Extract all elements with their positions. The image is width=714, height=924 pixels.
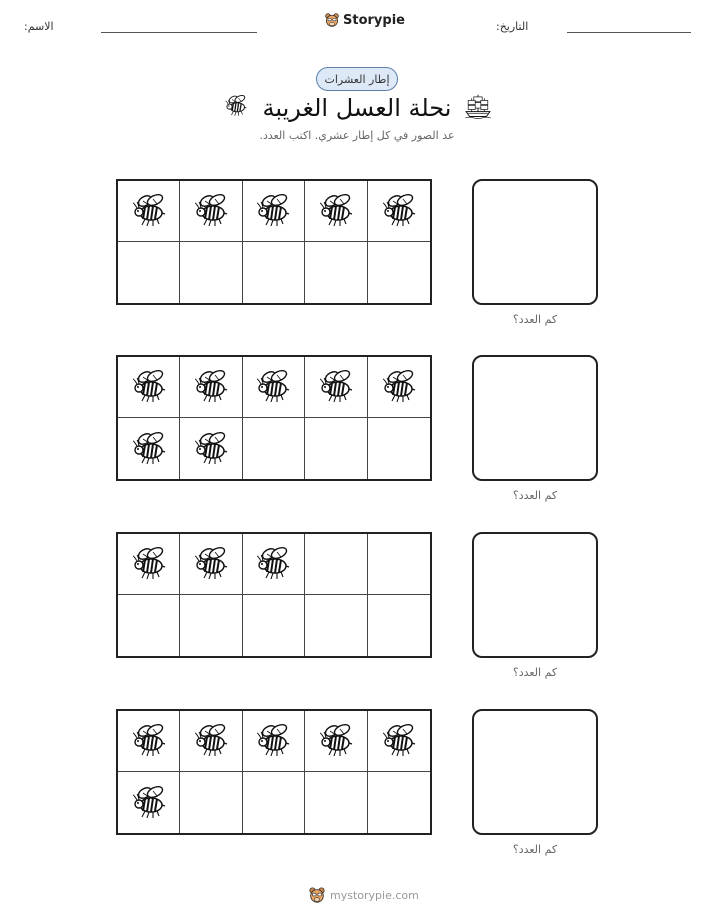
- bee-icon: [191, 367, 231, 407]
- frame-cell: [305, 595, 367, 656]
- brand: [324, 12, 405, 28]
- bee-icon: [129, 544, 169, 584]
- frame-cell: [243, 711, 305, 772]
- answer-label: كم العدد؟: [512, 666, 558, 679]
- bee-icon: [253, 544, 293, 584]
- frame-cell: [180, 418, 242, 479]
- frame-cell: [243, 772, 305, 833]
- frame-cell: [368, 772, 430, 833]
- answer-box[interactable]: [472, 355, 598, 481]
- footer: [308, 886, 419, 904]
- frame-cell: [243, 242, 305, 303]
- ten-frame: [116, 179, 432, 305]
- ten-frame: [116, 355, 432, 481]
- frame-cell: [118, 242, 180, 303]
- bee-icon: [191, 191, 231, 231]
- frame-cell: [305, 772, 367, 833]
- bee-icon: [129, 429, 169, 469]
- page-title: نحلة العسل الغريبة: [262, 94, 452, 122]
- storypie-logo-icon: [324, 12, 340, 28]
- frame-cell: [368, 534, 430, 595]
- frame-cell: [305, 534, 367, 595]
- date-line[interactable]: [567, 32, 691, 33]
- answer-label: كم العدد؟: [512, 489, 558, 502]
- frame-cell: [243, 534, 305, 595]
- date-label: التاريخ:: [496, 20, 529, 33]
- frame-cell: [118, 181, 180, 242]
- bee-icon: [379, 721, 419, 761]
- answer-box[interactable]: [472, 179, 598, 305]
- frame-cell: [368, 711, 430, 772]
- bee-icon: [316, 191, 356, 231]
- frame-cell: [368, 357, 430, 418]
- frame-cell: [243, 357, 305, 418]
- bee-icon: [223, 93, 249, 119]
- name-line[interactable]: [101, 32, 257, 33]
- bee-icon: [253, 191, 293, 231]
- answer-box[interactable]: [472, 532, 598, 658]
- frame-cell: [368, 181, 430, 242]
- bee-icon: [129, 367, 169, 407]
- ship-icon: [464, 92, 492, 120]
- frame-cell: [243, 181, 305, 242]
- frame-cell: [180, 595, 242, 656]
- frame-cell: [118, 595, 180, 656]
- footer-url: mystorypie.com: [330, 888, 419, 902]
- frame-cell: [305, 711, 367, 772]
- frame-cell: [243, 595, 305, 656]
- frame-cell: [368, 595, 430, 656]
- frame-cell: [180, 181, 242, 242]
- frame-cell: [180, 534, 242, 595]
- bee-icon: [129, 783, 169, 823]
- name-label: الاسم:: [24, 20, 54, 33]
- frame-cell: [118, 357, 180, 418]
- storypie-logo-icon: [308, 886, 326, 904]
- bee-icon: [379, 367, 419, 407]
- instructions: عد الصور في كل إطار عشري. اكتب العدد.: [259, 129, 455, 142]
- frame-cell: [118, 772, 180, 833]
- bee-icon: [316, 367, 356, 407]
- worksheet-tag: إطار العشرات: [316, 67, 398, 91]
- frame-cell: [180, 242, 242, 303]
- bee-icon: [191, 429, 231, 469]
- frame-cell: [180, 357, 242, 418]
- frame-cell: [368, 242, 430, 303]
- answer-label: كم العدد؟: [512, 843, 558, 856]
- bee-icon: [379, 191, 419, 231]
- bee-icon: [191, 544, 231, 584]
- bee-icon: [316, 721, 356, 761]
- bee-icon: [129, 191, 169, 231]
- frame-cell: [305, 242, 367, 303]
- ten-frame: [116, 532, 432, 658]
- frame-cell: [305, 181, 367, 242]
- brand-name: Storypie: [343, 12, 405, 28]
- bee-icon: [253, 367, 293, 407]
- bee-icon: [129, 721, 169, 761]
- frame-cell: [368, 418, 430, 479]
- frame-cell: [180, 772, 242, 833]
- frame-cell: [243, 418, 305, 479]
- bee-icon: [191, 721, 231, 761]
- frame-cell: [118, 711, 180, 772]
- frame-cell: [118, 534, 180, 595]
- frame-cell: [180, 711, 242, 772]
- answer-box[interactable]: [472, 709, 598, 835]
- frame-cell: [118, 418, 180, 479]
- answer-label: كم العدد؟: [512, 313, 558, 326]
- frame-cell: [305, 418, 367, 479]
- bee-icon: [253, 721, 293, 761]
- ten-frame: [116, 709, 432, 835]
- frame-cell: [305, 357, 367, 418]
